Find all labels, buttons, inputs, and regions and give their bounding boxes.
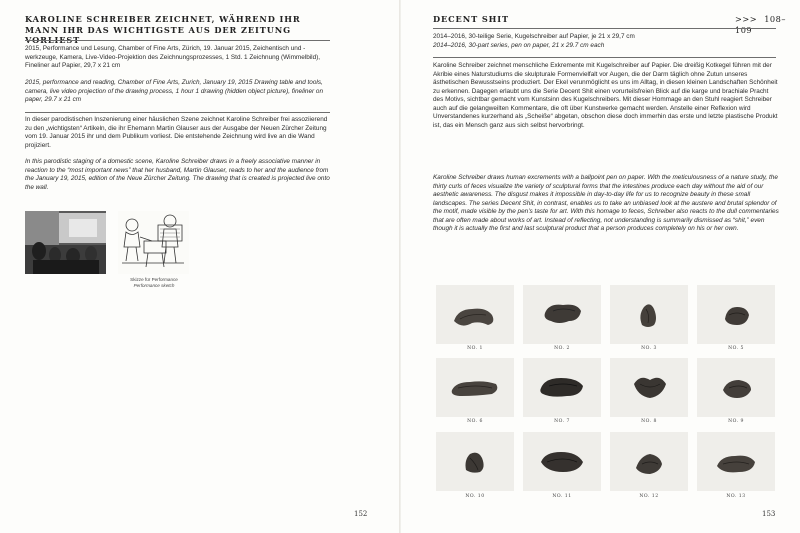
plate-label: NO. 2 bbox=[554, 346, 570, 351]
left-page bbox=[0, 0, 399, 533]
performance-sketch-drawing bbox=[118, 211, 189, 274]
plate-label: NO. 6 bbox=[467, 419, 483, 424]
plate-image bbox=[436, 432, 514, 491]
right-credits-en: 2014–2016, 30-part series, pen on paper, 21 x 29.7 cm each bbox=[433, 42, 605, 49]
left-page-number: 152 bbox=[354, 510, 368, 518]
sketch-caption-de: Skizze für Performance bbox=[130, 277, 178, 282]
feces-drawing bbox=[523, 285, 601, 344]
cross-reference-arrows: >>> bbox=[735, 14, 758, 24]
feces-drawing bbox=[523, 432, 601, 491]
right-credits-de: 2014–2016, 30-teilige Serie, Kugelschreiber auf Papier, je 21 x 29,7 cm bbox=[433, 33, 635, 40]
plate-image bbox=[610, 285, 688, 344]
feces-drawing bbox=[436, 358, 514, 417]
plate-image bbox=[436, 358, 514, 417]
right-body-en: Karoline Schreiber draws human excrements with a ballpoint pen on paper. With the meticulousness of a nature study, the thirty curls of feces visualize the variety of sculptural forms that the intestines produce each day without the aid of our aesthetic awareness. The disgust makes it impossible in day-to-day life for us to recognize beauty in these small landscapes. The series Decent Shit, in contrast, enables us to take an unbiased look at the austere and brutal splendor of the motif, made visible by the pen’s taste for art. With this homage to feces, Schreiber also reacts to the dull commentaries that are often made about works of art. Instead of reflecting, not understanding is summarily dismissed as “shit,” even though it is actually the first and last sculptural product that a person produces completely on his or her own. bbox=[433, 174, 779, 233]
performance-photo-image bbox=[25, 211, 106, 274]
feces-drawing bbox=[436, 285, 514, 344]
cross-reference-pages: 108–109 bbox=[735, 14, 786, 35]
plate-label: NO. 3 bbox=[641, 346, 657, 351]
plate-label: NO. 7 bbox=[554, 419, 570, 424]
feces-drawing bbox=[436, 432, 514, 491]
left-body-en: In this parodistic staging of a domestic scene, Karoline Schreiber draws in a freely associative manner in reaction to the “most important news” that her husband, Martin Glauser, reads to her and the audience from the January 19, 2015, edition of the Neue Zürcher Zeitung. The drawing that is created is projected live onto the wall. bbox=[25, 158, 330, 191]
plate-image bbox=[523, 358, 601, 417]
feces-drawing bbox=[697, 432, 775, 491]
feces-drawing bbox=[610, 358, 688, 417]
plate-image bbox=[697, 432, 775, 491]
plate-label: NO. 8 bbox=[641, 419, 657, 424]
plate-image bbox=[523, 285, 601, 344]
left-credits-rule bbox=[25, 112, 330, 113]
feces-drawing bbox=[697, 358, 775, 417]
plate-label: NO. 11 bbox=[552, 494, 572, 499]
performance-sketch bbox=[118, 211, 189, 274]
plate-label: NO. 5 bbox=[728, 346, 744, 351]
plate-image bbox=[697, 285, 775, 344]
sketch-caption-en: Performance sketch bbox=[133, 282, 175, 288]
feces-drawing bbox=[523, 358, 601, 417]
left-heading-rule bbox=[25, 40, 330, 41]
right-page bbox=[401, 0, 800, 533]
plate-image bbox=[610, 358, 688, 417]
left-body-de: In dieser parodistischen Inszenierung einer häuslichen Szene zeichnet Karoline Schreiber frei assoziierend zu den „wichtigsten“ Artikeln, die ihr Ehemann Martin Glauser aus der Ausgabe der Neuen Zürcher Zeitung vom 19. Januar 2015 ihr und dem Publikum vorliest. Die entstehende Zeichnung wird live an die Wand projiziert. bbox=[25, 116, 328, 149]
plate-image bbox=[523, 432, 601, 491]
plate-image bbox=[436, 285, 514, 344]
left-credits-de: 2015, Performance und Lesung, Chamber of Fine Arts, Zürich, 19. Januar 2015, Zeichentisch und -werkzeuge, Kamera, Live-Video-Projektion des Zeichnungsprozesses, 1 Std. 1 Zeichnung (Wimmelbild), Fineliner auf Papier, 29,7 x 21 cm bbox=[25, 45, 321, 70]
left-credits-en: 2015, performance and reading, Chamber of Fine Arts, Zurich, January 19, 2015 Drawing table and tools, camera, live video projection of the drawing process, 1 hour 1 drawing (hidden object picture), fineliner on paper, 29.7 x 21 cm bbox=[25, 79, 324, 104]
plate-image bbox=[610, 432, 688, 491]
feces-drawing bbox=[697, 285, 775, 344]
plate-label: NO. 9 bbox=[728, 419, 744, 424]
right-heading: DECENT SHIT bbox=[433, 14, 509, 24]
feces-drawing bbox=[610, 432, 688, 491]
plate-label: NO. 10 bbox=[465, 494, 485, 499]
plate-label: NO. 13 bbox=[726, 494, 746, 499]
plate-label: NO. 12 bbox=[639, 494, 659, 499]
right-body-de: Karoline Schreiber zeichnet menschliche Exkremente mit Kugelschreiber auf Papier. Die dreißig Kotkegel führen mit der Akribie eines Naturstudiums die skulpturale Formenvielfalt vor Augen, die der Darm täglich ohne Zutun unseres ästhetischen Bewusstseins produziert. Der Ekel verunmöglicht es uns im Alltag, in diesen kleinen Landschaften Schönheit zu erkennen. Dagegen erlaubt uns die Serie Decent Shit einen vorurteilsfreien Blick auf die karge und brachiale Pracht des Motivs, sichtbar gemacht vom Kunstsinn des Kugelschreibers. Mit dieser Hommage an den Stuhl reagiert Schreiber auch auf die gelangweilten Kommentare, die oft über Kunstwerke gemacht werden. Anstelle einer Reflexion wird Unverstandenes kurzerhand als „Scheiße“ abgetan, obschon diese doch immerhin das erste und letzte plastische Produkt ist, das ein Mensch ganz aus sich selbst hervorbringt. bbox=[433, 62, 778, 129]
plate-label: NO. 1 bbox=[467, 346, 483, 351]
right-heading-rule bbox=[433, 28, 776, 29]
performance-photo bbox=[25, 211, 106, 274]
sketch-caption bbox=[112, 277, 196, 288]
right-page-number: 153 bbox=[762, 510, 776, 518]
feces-drawing bbox=[610, 285, 688, 344]
left-heading-text: KAROLINE SCHREIBER ZEICHNET, WÄHREND IHR MANN IHR DAS WICHTIGSTE AUS DER ZEITUNG VORLIEST bbox=[25, 14, 301, 45]
plate-image bbox=[697, 358, 775, 417]
right-credits-rule bbox=[433, 57, 776, 58]
cross-reference bbox=[735, 14, 800, 35]
